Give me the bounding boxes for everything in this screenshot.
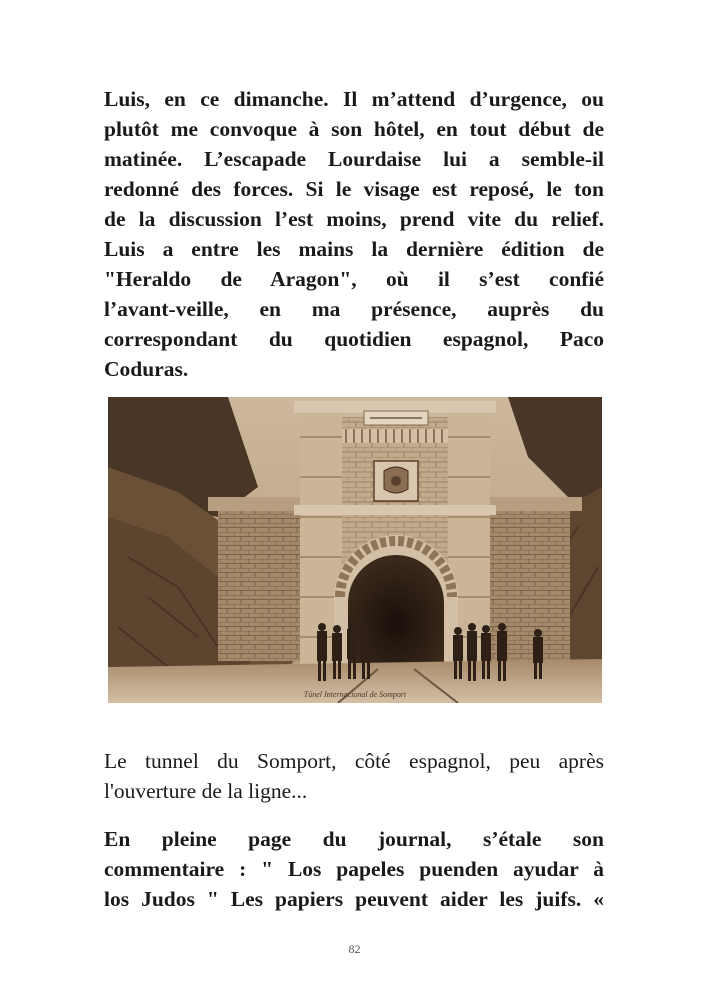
tunnel-photo <box>108 397 602 703</box>
paragraph-1-line: l’avant-veille, en ma présence, auprès du <box>104 297 604 321</box>
paragraph-2-line: En pleine page du journal, s’étale son <box>104 827 604 851</box>
paragraph-2 <box>104 824 604 914</box>
paragraph-1-line: matinée. L’escapade Lourdaise lui a semble-il <box>104 147 604 171</box>
paragraph-1-line: Luis a entre les mains la dernière édition de <box>104 237 604 261</box>
photo-inscription: Túnel Internacional de Somport <box>303 690 407 699</box>
paragraph-1-line: "Heraldo de Aragon", où il s’est confié <box>104 267 604 291</box>
paragraph-1-line: de la discussion l’est moins, prend vite du relief. <box>104 207 604 231</box>
page-number: 82 <box>348 942 361 956</box>
paragraph-1-line: Coduras. <box>104 357 189 381</box>
paragraph-2-line: los Judos " Les papiers peuvent aider les juifs. « <box>104 887 604 911</box>
right-wing-cornice <box>490 497 582 511</box>
paragraph-2-line: commentaire : " Los papeles puenden ayudar à <box>104 857 604 881</box>
photo-caption <box>104 746 604 806</box>
paragraph-1-line: Luis, en ce dimanche. Il m’attend d’urgence, ou <box>104 87 604 111</box>
paragraph-1 <box>104 84 604 384</box>
paragraph-1-line: plutôt me convoque à son hôtel, en tout début de <box>104 117 604 141</box>
caption-line: Le tunnel du Somport, côté espagnol, peu après <box>104 749 604 773</box>
left-wing-cornice <box>208 497 300 511</box>
paragraph-1-line: correspondant du quotidien espagnol, Paco <box>104 327 604 351</box>
caption-line: l'ouverture de la ligne... <box>104 779 308 803</box>
paragraph-1-line: redonné des forces. Si le visage est reposé, le ton <box>104 177 604 201</box>
left-wing-wall <box>218 511 300 661</box>
